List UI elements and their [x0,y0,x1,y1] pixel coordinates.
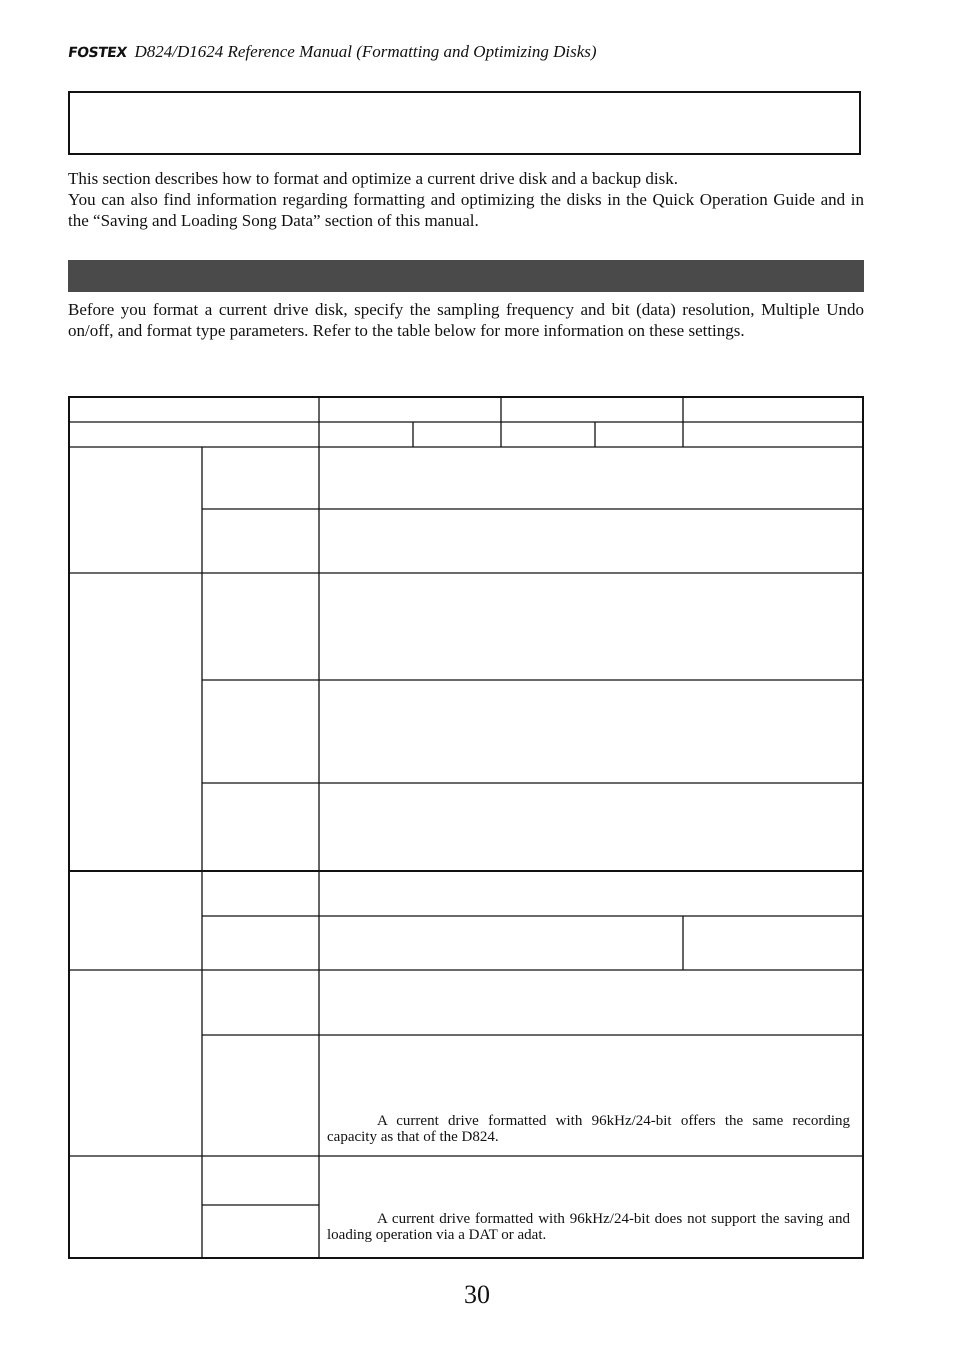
header-title: D824/D1624 Reference Manual (Formatting and Optimizing Disks) [134,42,597,61]
page-header [68,42,597,62]
fostex-logo: FOSTEX [66,45,128,61]
settings-table [68,396,864,1259]
page-number: 30 [464,1280,490,1309]
intro-line-2: You can also find information regarding formatting and optimizing the disks in the Quick Operation Guide and in the “Saving and Loading Song Data” section of this manual. [68,190,864,230]
intro-text [68,168,864,231]
section-body: Before you format a current drive disk, specify the sampling frequency and bit (data) resolution, Multiple Undo on/off, and format type parameters. Refer to the table below for more information on these settings. [68,300,864,340]
section-heading-bar [68,260,864,292]
note-dat-adat: A current drive formatted with 96kHz/24-bit does not support the saving and loading operation via a DAT or adat. [327,1211,850,1243]
note-capacity: A current drive formatted with 96kHz/24-bit offers the same recording capacity as that of the D824. [327,1113,850,1145]
intro-line-1: This section describes how to format and optimize a current drive disk and a backup disk. [68,169,678,188]
chapter-title-box [68,91,861,155]
